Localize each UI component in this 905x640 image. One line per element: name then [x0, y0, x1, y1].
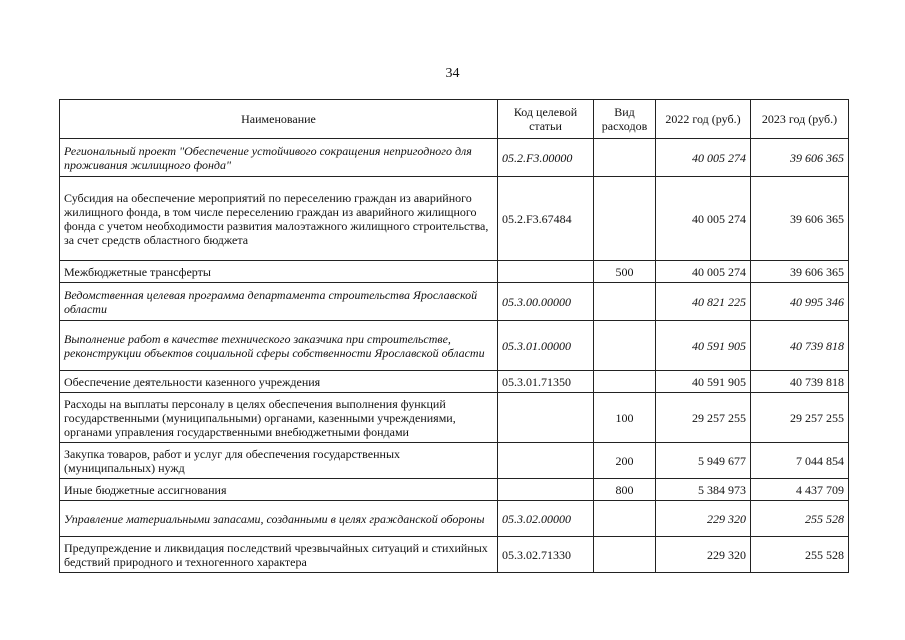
row-code-cell: 05.3.02.71330 [498, 537, 594, 573]
row-2023-cell: 4 437 709 [751, 479, 849, 501]
row-name-cell: Ведомственная целевая программа департамента строительства Ярославской области [60, 283, 498, 321]
row-name-cell: Предупреждение и ликвидация последствий чрезвычайных ситуаций и стихийных бедствий природного и техногенного характера [60, 537, 498, 573]
row-name-cell: Расходы на выплаты персоналу в целях обеспечения выполнения функций государственными (муниципальными) органами, казенными учреждениями, органами управления государственными внебюджетными фондами [60, 393, 498, 443]
row-type-cell [594, 371, 656, 393]
row-code-cell [498, 443, 594, 479]
row-name-cell: Закупка товаров, работ и услуг для обеспечения государственных (муниципальных) нужд [60, 443, 498, 479]
row-type-cell: 200 [594, 443, 656, 479]
row-2022-cell: 5 384 973 [656, 479, 751, 501]
row-name-cell: Региональный проект "Обеспечение устойчивого сокращения непригодного для проживания жилищного фонда" [60, 139, 498, 177]
header-2022: 2022 год (руб.) [656, 100, 751, 139]
table-row [60, 537, 849, 573]
row-2022-cell: 229 320 [656, 537, 751, 573]
header-name: Наименование [60, 100, 498, 139]
table-row [60, 261, 849, 283]
table-header-row [60, 100, 849, 139]
row-name-cell: Обеспечение деятельности казенного учреждения [60, 371, 498, 393]
table-row [60, 479, 849, 501]
table-row [60, 501, 849, 537]
table-row [60, 321, 849, 371]
table-row [60, 283, 849, 321]
row-2022-cell: 40 005 274 [656, 177, 751, 261]
row-2022-cell: 40 005 274 [656, 261, 751, 283]
row-code-cell: 05.3.01.00000 [498, 321, 594, 371]
row-2023-cell: 40 739 818 [751, 371, 849, 393]
row-name-cell: Субсидия на обеспечение мероприятий по переселению граждан из аварийного жилищного фонда, в том числе переселению граждан из аварийного жилищного фонда с учетом необходимости развития малоэтажного жилищного строительства, за счет средств областного бюджета [60, 177, 498, 261]
budget-table [59, 99, 849, 573]
row-2022-cell: 29 257 255 [656, 393, 751, 443]
row-type-cell [594, 321, 656, 371]
row-2023-cell: 39 606 365 [751, 139, 849, 177]
row-2022-cell: 40 591 905 [656, 321, 751, 371]
table-body [60, 139, 849, 573]
row-code-cell [498, 479, 594, 501]
row-code-cell: 05.2.F3.67484 [498, 177, 594, 261]
header-2023: 2023 год (руб.) [751, 100, 849, 139]
row-code-cell [498, 261, 594, 283]
row-2023-cell: 29 257 255 [751, 393, 849, 443]
row-2022-cell: 40 821 225 [656, 283, 751, 321]
header-type: Вид расходов [594, 100, 656, 139]
table-row [60, 443, 849, 479]
table-row [60, 139, 849, 177]
row-name-cell: Управление материальными запасами, созданными в целях гражданской обороны [60, 501, 498, 537]
row-type-cell: 800 [594, 479, 656, 501]
row-2023-cell: 255 528 [751, 501, 849, 537]
row-type-cell: 500 [594, 261, 656, 283]
row-2023-cell: 39 606 365 [751, 261, 849, 283]
row-2022-cell: 229 320 [656, 501, 751, 537]
page-number: 34 [445, 66, 460, 81]
row-type-cell: 100 [594, 393, 656, 443]
row-type-cell [594, 283, 656, 321]
row-code-cell [498, 393, 594, 443]
table-row [60, 177, 849, 261]
row-2022-cell: 40 005 274 [656, 139, 751, 177]
row-code-cell: 05.3.01.71350 [498, 371, 594, 393]
row-name-cell: Выполнение работ в качестве технического заказчика при строительстве, реконструкции объектов социальной сферы собственности Ярославской области [60, 321, 498, 371]
row-name-cell: Межбюджетные трансферты [60, 261, 498, 283]
row-type-cell [594, 501, 656, 537]
row-name-cell: Иные бюджетные ассигнования [60, 479, 498, 501]
row-2023-cell: 255 528 [751, 537, 849, 573]
row-code-cell: 05.3.02.00000 [498, 501, 594, 537]
row-code-cell: 05.2.F3.00000 [498, 139, 594, 177]
row-type-cell [594, 177, 656, 261]
row-2023-cell: 39 606 365 [751, 177, 849, 261]
row-2022-cell: 40 591 905 [656, 371, 751, 393]
row-2023-cell: 40 995 346 [751, 283, 849, 321]
row-code-cell: 05.3.00.00000 [498, 283, 594, 321]
row-2023-cell: 40 739 818 [751, 321, 849, 371]
row-type-cell [594, 537, 656, 573]
table-row [60, 393, 849, 443]
header-code: Код целевой статьи [498, 100, 594, 139]
row-type-cell [594, 139, 656, 177]
row-2023-cell: 7 044 854 [751, 443, 849, 479]
table-row [60, 371, 849, 393]
row-2022-cell: 5 949 677 [656, 443, 751, 479]
